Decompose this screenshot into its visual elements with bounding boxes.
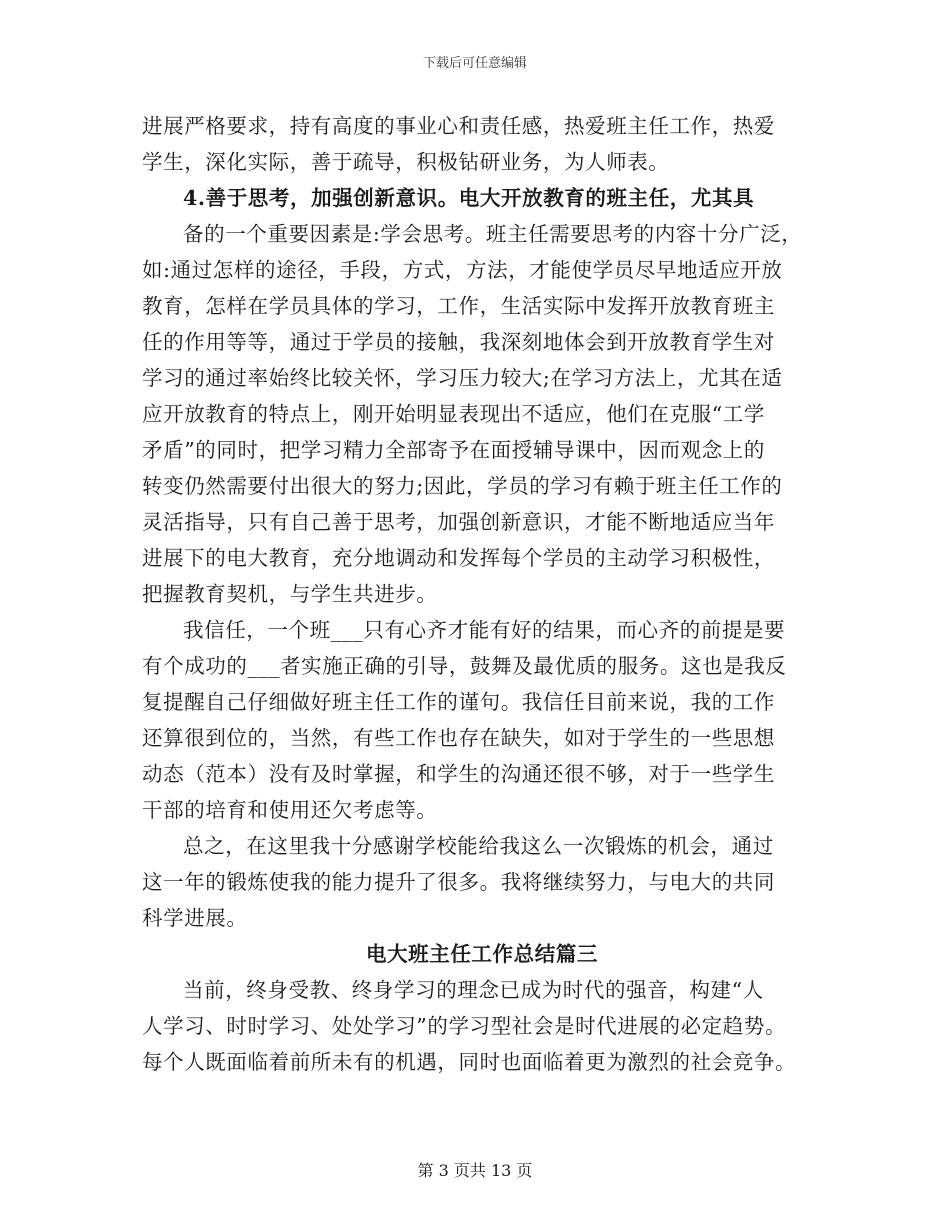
text-line: 干部的培育和使用还欠考虑等。 — [142, 798, 438, 822]
text-line: 教育，怎样在学员具体的学习，工作，生活实际中发挥开放教育班主 — [142, 294, 775, 318]
page-footer: 第 3 页共 13 页 — [417, 1161, 533, 1180]
page-header: 下载后可任意编辑 — [422, 56, 527, 71]
text-line: 矛盾”的同时，把学习精力全部寄予在面授辅导课中，因而观念上的 — [142, 438, 765, 462]
text-line: 人学习、时时学习、处处学习”的学习型社会是时代进展的必定趋势。 — [142, 1014, 787, 1038]
text-line: 每个人既面临着前所未有的机遇，同时也面临着更为激烈的社会竞争。 — [142, 1050, 797, 1074]
text-line: 学习的通过率始终比较关怀，学习压力较大;在学习方法上，尤其在适 — [142, 366, 783, 390]
text-line: 转变仍然需要付出很大的努力;因此，学员的学习有赖于班主任工作的 — [142, 474, 783, 498]
text-line: 应开放教育的特点上，刚开始明显表现出不适应，他们在克服“工学 — [142, 402, 765, 426]
text-line: 我信任，一个班___只有心齐才能有好的结果，而心齐的前提是要 — [183, 618, 786, 642]
text-line: 有个成功的___者实施正确的引导，鼓舞及最优质的服务。这也是我反 — [142, 654, 787, 678]
text-line: 动态（范本）没有及时掌握，和学生的沟通还很不够，对于一些学生 — [142, 762, 775, 786]
text-line: 灵活指导，只有自己善于思考，加强创新意识，才能不断地适应当年 — [142, 510, 775, 534]
section-title: 电大班主任工作总结篇三 — [365, 942, 599, 966]
text-line: 总之，在这里我十分感谢学校能给我这么一次锻炼的机会，通过 — [183, 834, 774, 858]
text-line: 当前，终身受教、终身学习的理念已成为时代的强音，构建“人 — [183, 978, 764, 1002]
text-line: 学生，深化实际，善于疏导，积极钻研业务，为人师表。 — [142, 150, 670, 174]
section-heading: 4.善于思考，加强创新意识。电大开放教育的班主任，尤其具 — [183, 186, 755, 210]
text-line: 把握教育契机，与学生共进步。 — [142, 582, 438, 606]
text-line: 复提醒自己仔细做好班主任工作的谨句。我信任目前来说，我的工作 — [142, 690, 775, 714]
text-line: 还算很到位的，当然，有些工作也存在缺失，如对于学生的一些思想 — [142, 726, 775, 750]
text-line: 任的作用等等，通过于学员的接触，我深刻地体会到开放教育学生对 — [142, 330, 775, 354]
text-line: 这一年的锻炼使我的能力提升了很多。我将继续努力，与电大的共同 — [142, 870, 775, 894]
text-line: 备的一个重要因素是:学会思考。班主任需要思考的内容十分广泛， — [183, 222, 803, 246]
text-line: 进展下的电大教育，充分地调动和发挥每个学员的主动学习积极性， — [142, 546, 775, 570]
text-line: 进展严格要求，持有高度的事业心和责任感，热爱班主任工作，热爱 — [142, 114, 775, 138]
text-line: 科学进展。 — [142, 906, 248, 930]
text-line: 如:通过怎样的途径，手段，方式，方法，才能使学员尽早地适应开放 — [142, 258, 783, 282]
document-body — [142, 108, 822, 1080]
